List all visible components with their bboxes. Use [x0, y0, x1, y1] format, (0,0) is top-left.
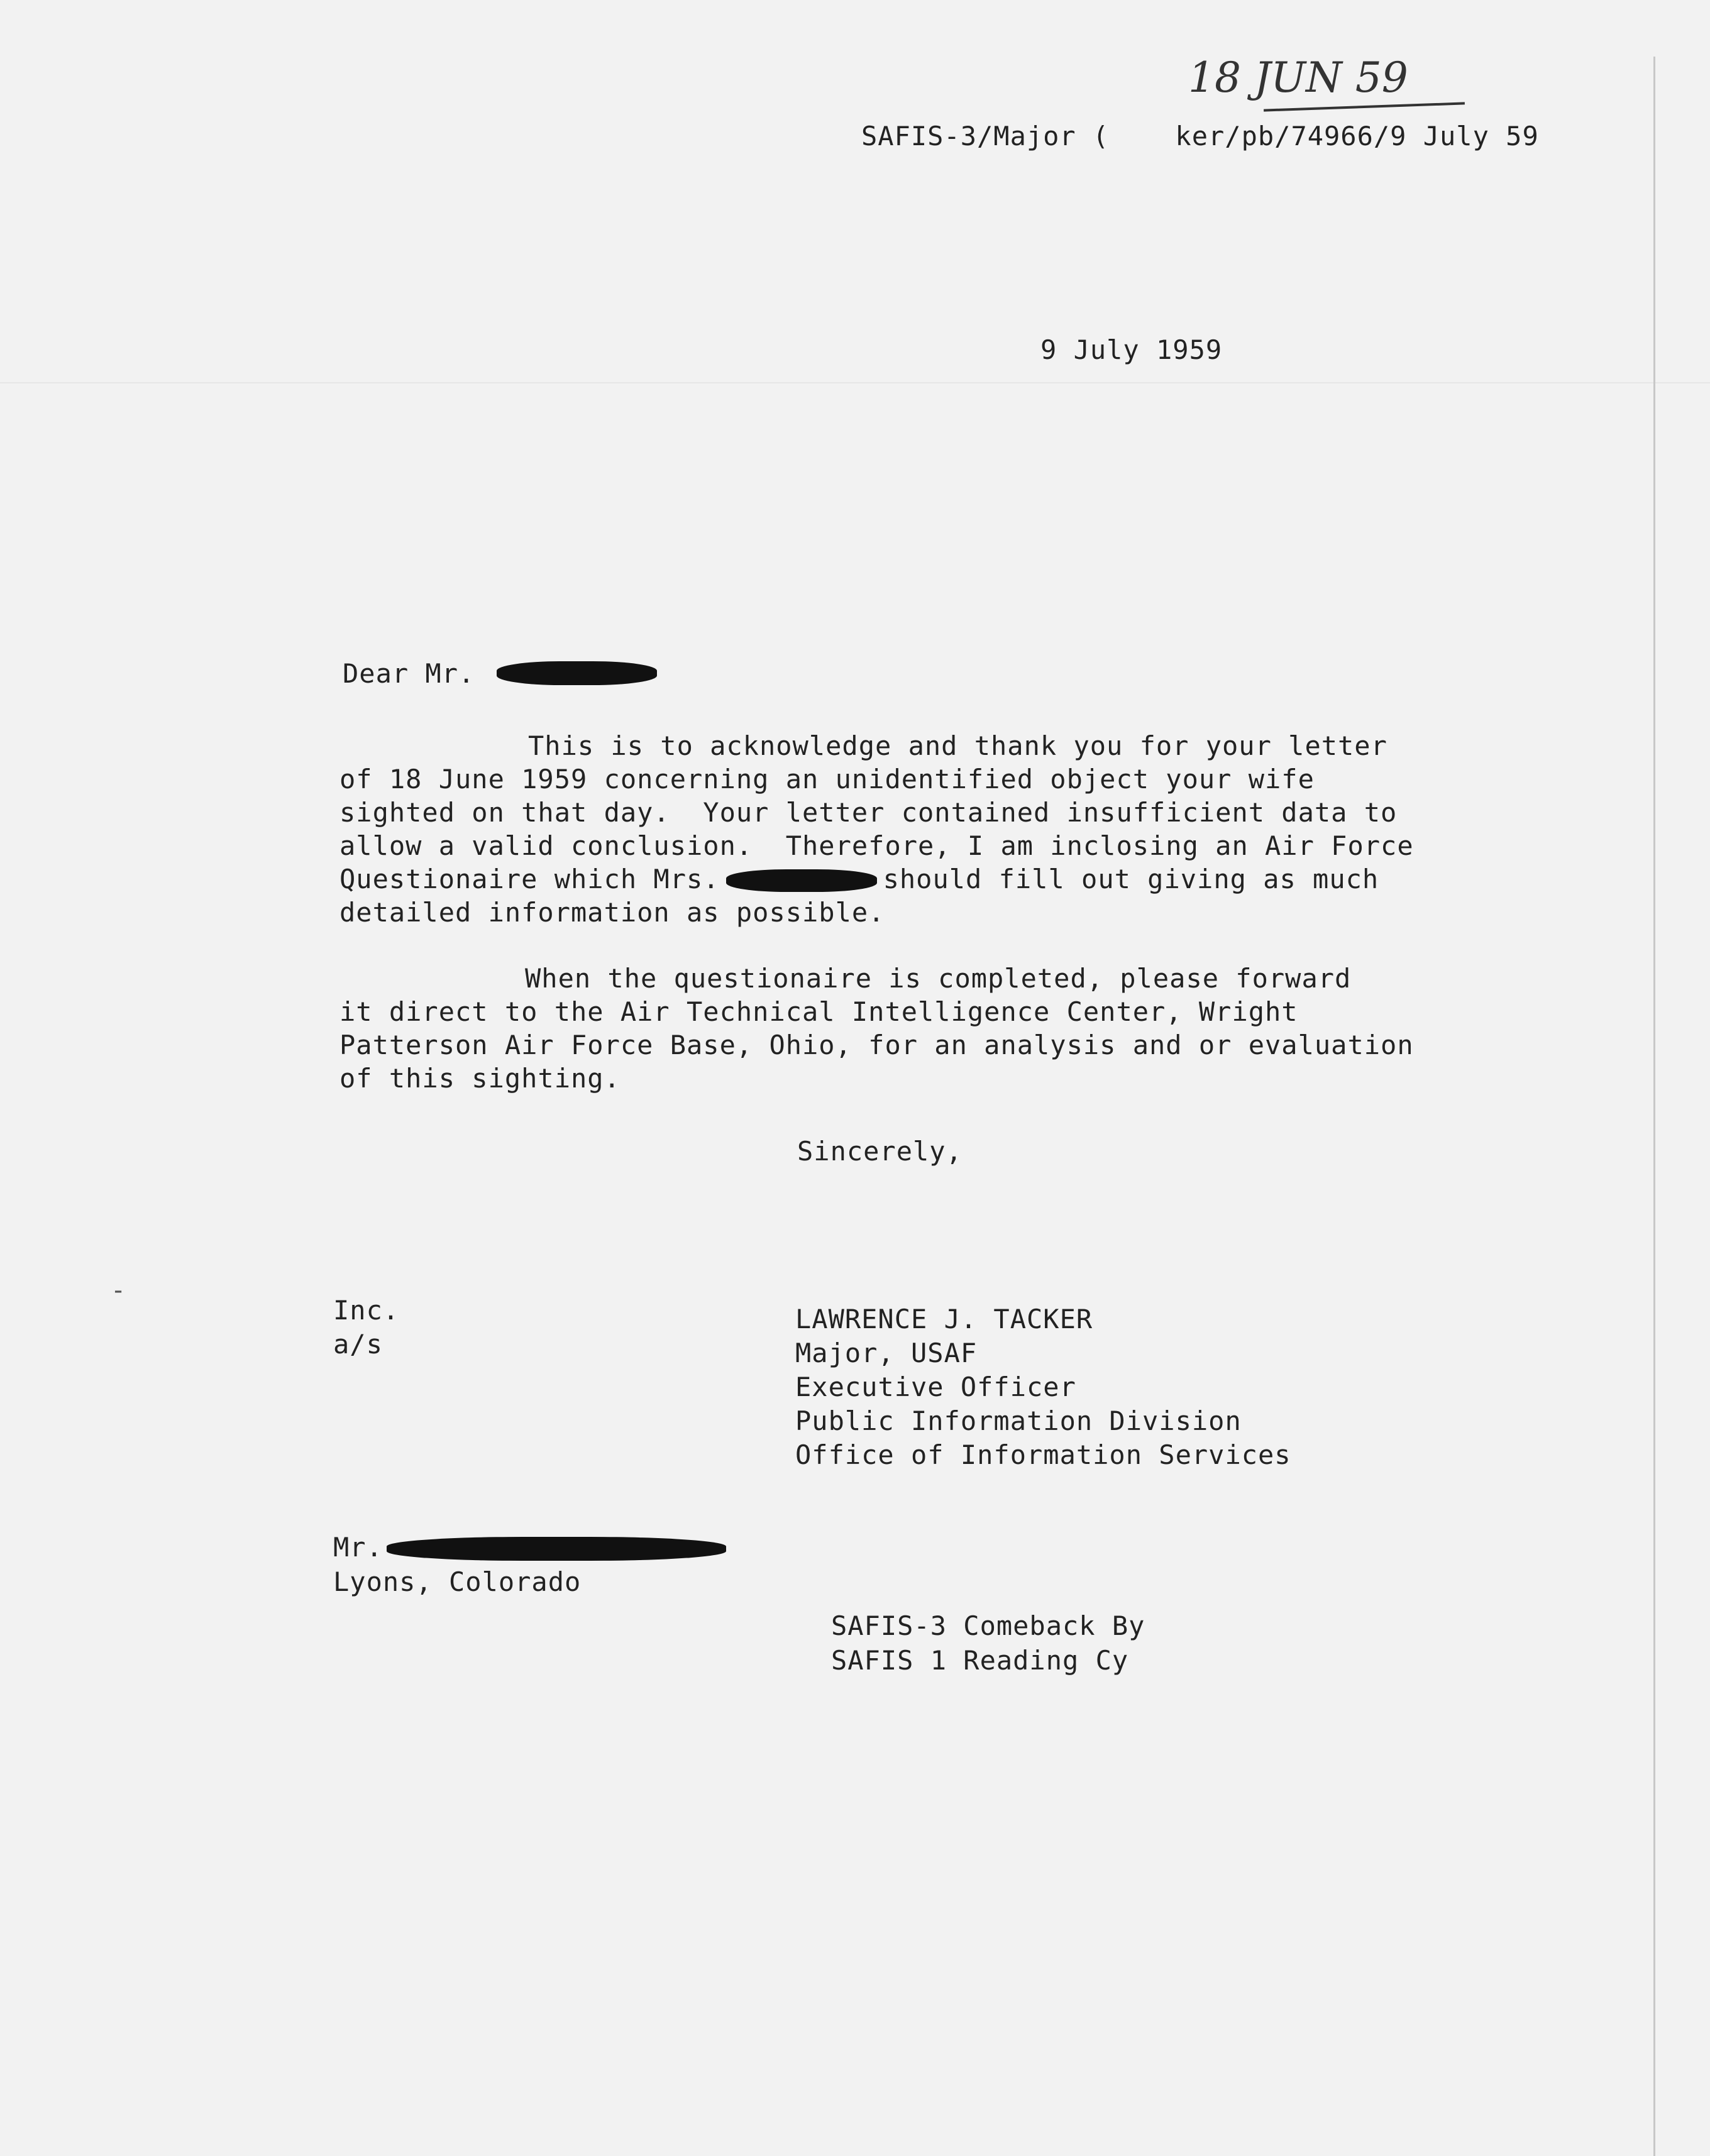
body-line-part: should fill out giving as much [883, 864, 1379, 894]
redaction-name [497, 661, 657, 685]
body-line: of this sighting. [339, 1063, 621, 1094]
fold-line [0, 382, 1710, 383]
signature-division: Public Information Division [795, 1405, 1242, 1436]
distribution-2: SAFIS 1 Reading Cy [831, 1645, 1129, 1676]
body-paragraph-1 [339, 729, 1414, 929]
body-line-part: Questionaire which Mrs. [339, 864, 720, 894]
page-edge [1653, 57, 1655, 2156]
body-paragraph-2 [339, 962, 1414, 1095]
signature-rank: Major, USAF [795, 1338, 978, 1368]
body-line: of 18 June 1959 concerning an unidentified object your wife [339, 764, 1315, 795]
signature-block [795, 1302, 1291, 1472]
addressee-prefix: Mr. [333, 1532, 383, 1563]
body-line: sighted on that day. Your letter contained insufficient data to [339, 797, 1398, 828]
redaction-mrs [726, 869, 877, 892]
body-line: This is to acknowledge and thank you for your letter [528, 730, 1387, 761]
reference-line: SAFIS-3/Major ( ker/pb/74966/9 July 59 [861, 121, 1539, 151]
body-line: When the questionaire is completed, please forward [525, 963, 1352, 994]
signature-office: Office of Information Services [795, 1439, 1291, 1470]
letter-date: 9 July 1959 [1040, 334, 1223, 365]
closing: Sincerely, [797, 1136, 963, 1167]
body-line-with-redaction [339, 862, 1414, 896]
body-line: it direct to the Air Technical Intelligence Center, Wright [339, 996, 1298, 1027]
signature-name: LAWRENCE J. TACKER [795, 1304, 1093, 1334]
signature-title: Executive Officer [795, 1372, 1076, 1402]
handwritten-date: 18 JUN 59 [1188, 53, 1408, 102]
salutation: Dear Mr. [343, 658, 475, 689]
enclosure-as: a/s [333, 1329, 383, 1360]
body-line: allow a valid conclusion. Therefore, I am inclosing an Air Force [339, 830, 1414, 861]
handwritten-underline [1264, 102, 1465, 111]
body-line: detailed information as possible. [339, 897, 885, 928]
enclosure-inc: Inc. [333, 1295, 400, 1326]
body-line: Patterson Air Force Base, Ohio, for an analysis and or evaluation [339, 1030, 1414, 1060]
distribution-1: SAFIS-3 Comeback By [831, 1610, 1145, 1641]
margin-mark: - [111, 1276, 126, 1305]
redaction-addressee [387, 1537, 726, 1561]
addressee-city: Lyons, Colorado [333, 1566, 582, 1597]
